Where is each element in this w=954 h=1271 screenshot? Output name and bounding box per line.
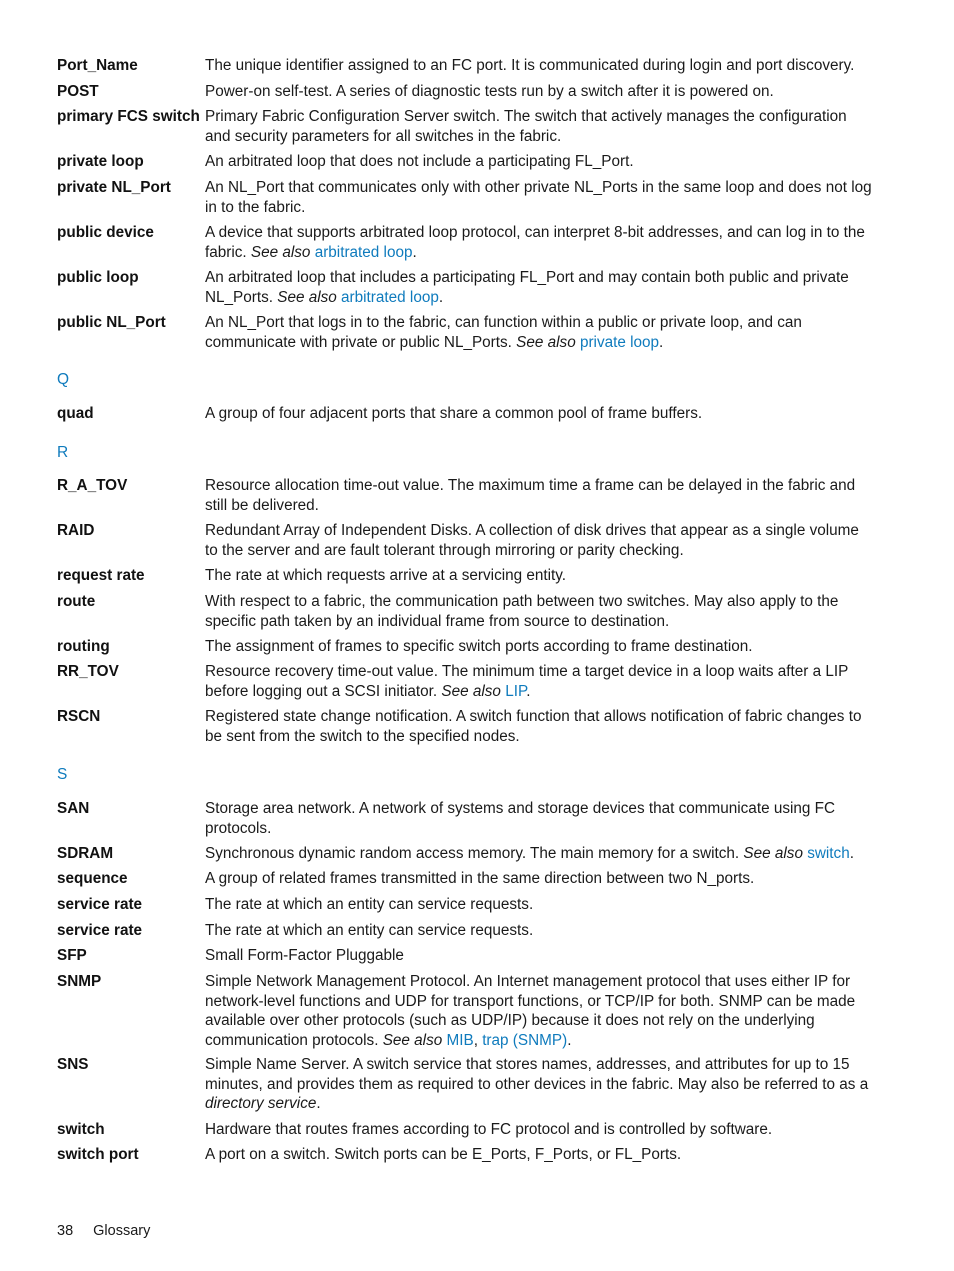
cross-reference-link[interactable]: arbitrated loop (341, 288, 439, 306)
glossary-definition: An NL_Port that communicates only with other private NL_Ports in the same loop and does not log in to the fabric. (205, 179, 872, 216)
glossary-term: Port_Name (57, 57, 138, 74)
glossary-term: switch (57, 1121, 105, 1138)
page-footer (57, 1222, 150, 1241)
glossary-term: routing (57, 638, 110, 655)
glossary-definition: Storage area network. A network of systems and storage devices that communicate using FC protocols. (205, 800, 836, 837)
cross-reference-link[interactable]: private loop (579, 333, 660, 351)
footer-section-title: Glossary (93, 1223, 151, 1239)
glossary-term: route (57, 593, 96, 610)
cross-reference-link[interactable]: arbitrated loop (314, 243, 413, 261)
glossary-term: service rate (57, 896, 143, 913)
glossary-definition: The rate at which an entity can service requests. (205, 922, 534, 939)
glossary-definition: Small Form-Factor Pluggable (205, 947, 404, 964)
see-also-label: See also (516, 333, 576, 351)
glossary-definition: The unique identifier assigned to an FC port. It is communicated during login and port discovery. (205, 57, 855, 74)
glossary-definition: Synchronous dynamic random access memory. The main memory for a switch. See also switch. (205, 845, 854, 862)
glossary-term: request rate (57, 567, 145, 584)
glossary-definition: Simple Name Server. A switch service that stores names, addresses, and attributes for up to 15 minutes, and provides them as required to other devices in the fabric. May also be referred to as a directory service. (205, 1056, 869, 1112)
glossary-definition: A group of related frames transmitted in the same direction between two N_ports. (205, 870, 755, 887)
glossary-term: RAID (57, 522, 95, 539)
glossary-term: private NL_Port (57, 179, 171, 196)
glossary-term: sequence (57, 870, 128, 887)
glossary-definition: Registered state change notification. A switch function that allows notification of fabric changes to be sent from the switch to the specified nodes. (205, 708, 862, 745)
see-also-label: See also (250, 243, 311, 261)
italic-term: directory service (205, 1095, 317, 1112)
section-letter-r[interactable]: R (57, 444, 69, 461)
glossary-definition: Redundant Array of Independent Disks. A collection of disk drives that appear as a single volume to the server and are fault tolerant through mirroring or parity checking. (205, 522, 859, 559)
cross-reference-link[interactable]: switch (807, 845, 850, 862)
see-also-label: See also (743, 845, 803, 862)
glossary-term: POST (57, 83, 99, 100)
glossary-term: quad (57, 405, 94, 422)
glossary-definition: An arbitrated loop that includes a participating FL_Port and may contain both public and private NL_Ports. See also arbitrated loop. (205, 269, 849, 306)
glossary-term: primary FCS switch (57, 108, 200, 125)
glossary-term: switch port (57, 1146, 139, 1163)
glossary-definition: Resource allocation time-out value. The maximum time a frame can be delayed in the fabric and still be delivered. (205, 477, 856, 514)
glossary-term: public NL_Port (57, 314, 166, 331)
glossary-definition: Power-on self-test. A series of diagnostic tests run by a switch after it is powered on. (205, 83, 774, 100)
see-also-label: See also (277, 288, 337, 306)
glossary-term: R_A_TOV (57, 477, 128, 494)
cross-reference-link[interactable]: trap (SNMP) (482, 1031, 568, 1049)
glossary-definition: A device that supports arbitrated loop protocol, can interpret 8-bit addresses, and can log in to the fabric. See also arbitrated loop. (205, 224, 865, 261)
glossary-term: SDRAM (57, 845, 114, 862)
glossary-term: SFP (57, 947, 87, 964)
see-also-label: See also (441, 682, 501, 700)
glossary-term: RSCN (57, 708, 101, 725)
glossary-term: private loop (57, 153, 144, 170)
glossary-term: SAN (57, 800, 90, 817)
page-number: 38 (57, 1223, 74, 1239)
glossary-term: public device (57, 224, 154, 241)
section-letter-q[interactable]: Q (57, 371, 70, 388)
glossary-definition: The rate at which requests arrive at a servicing entity. (205, 567, 567, 584)
glossary-definition: The rate at which an entity can service requests. (205, 896, 534, 913)
glossary-definition: A port on a switch. Switch ports can be E_Ports, F_Ports, or FL_Ports. (205, 1146, 682, 1163)
see-also-label: See also (382, 1031, 443, 1049)
glossary-term: SNS (57, 1056, 89, 1073)
glossary-term: SNMP (57, 973, 102, 990)
glossary-definition: The assignment of frames to specific switch ports according to frame destination. (205, 638, 753, 655)
glossary-definition: A group of four adjacent ports that share a common pool of frame buffers. (205, 405, 703, 422)
glossary-definition: With respect to a fabric, the communication path between two switches. May also apply to the specific path taken by an individual frame from source to destination. (205, 593, 839, 630)
glossary-definition: Resource recovery time-out value. The minimum time a target device in a loop waits after a LIP before logging out a SCSI initiator. See also LIP. (205, 663, 849, 700)
glossary-definition: An NL_Port that logs in to the fabric, can function within a public or private loop, and can communicate with private or public NL_Ports. See also private loop. (205, 314, 802, 351)
glossary-definition: An arbitrated loop that does not include a participating FL_Port. (205, 153, 634, 170)
glossary-definition: Hardware that routes frames according to FC protocol and is controlled by software. (205, 1121, 773, 1138)
glossary-definition: Simple Network Management Protocol. An Internet management protocol that uses either IP for network-level functions and UDP for transport functions, or TCP/IP for both. SNMP can be made available over other protocols (such as UDP/IP) because it does not rely on the underlying communication protocols. See also MIB, trap (SNMP). (205, 973, 856, 1049)
glossary-definition: Primary Fabric Configuration Server switch. The switch that actively manages the configuration and security parameters for all switches in the fabric. (205, 108, 847, 145)
glossary-term: service rate (57, 922, 143, 939)
glossary-term: RR_TOV (57, 663, 119, 680)
glossary-term: public loop (57, 269, 139, 286)
cross-reference-link[interactable]: MIB (446, 1031, 474, 1049)
section-letter-s[interactable]: S (57, 766, 68, 783)
cross-reference-link[interactable]: LIP (505, 682, 527, 700)
